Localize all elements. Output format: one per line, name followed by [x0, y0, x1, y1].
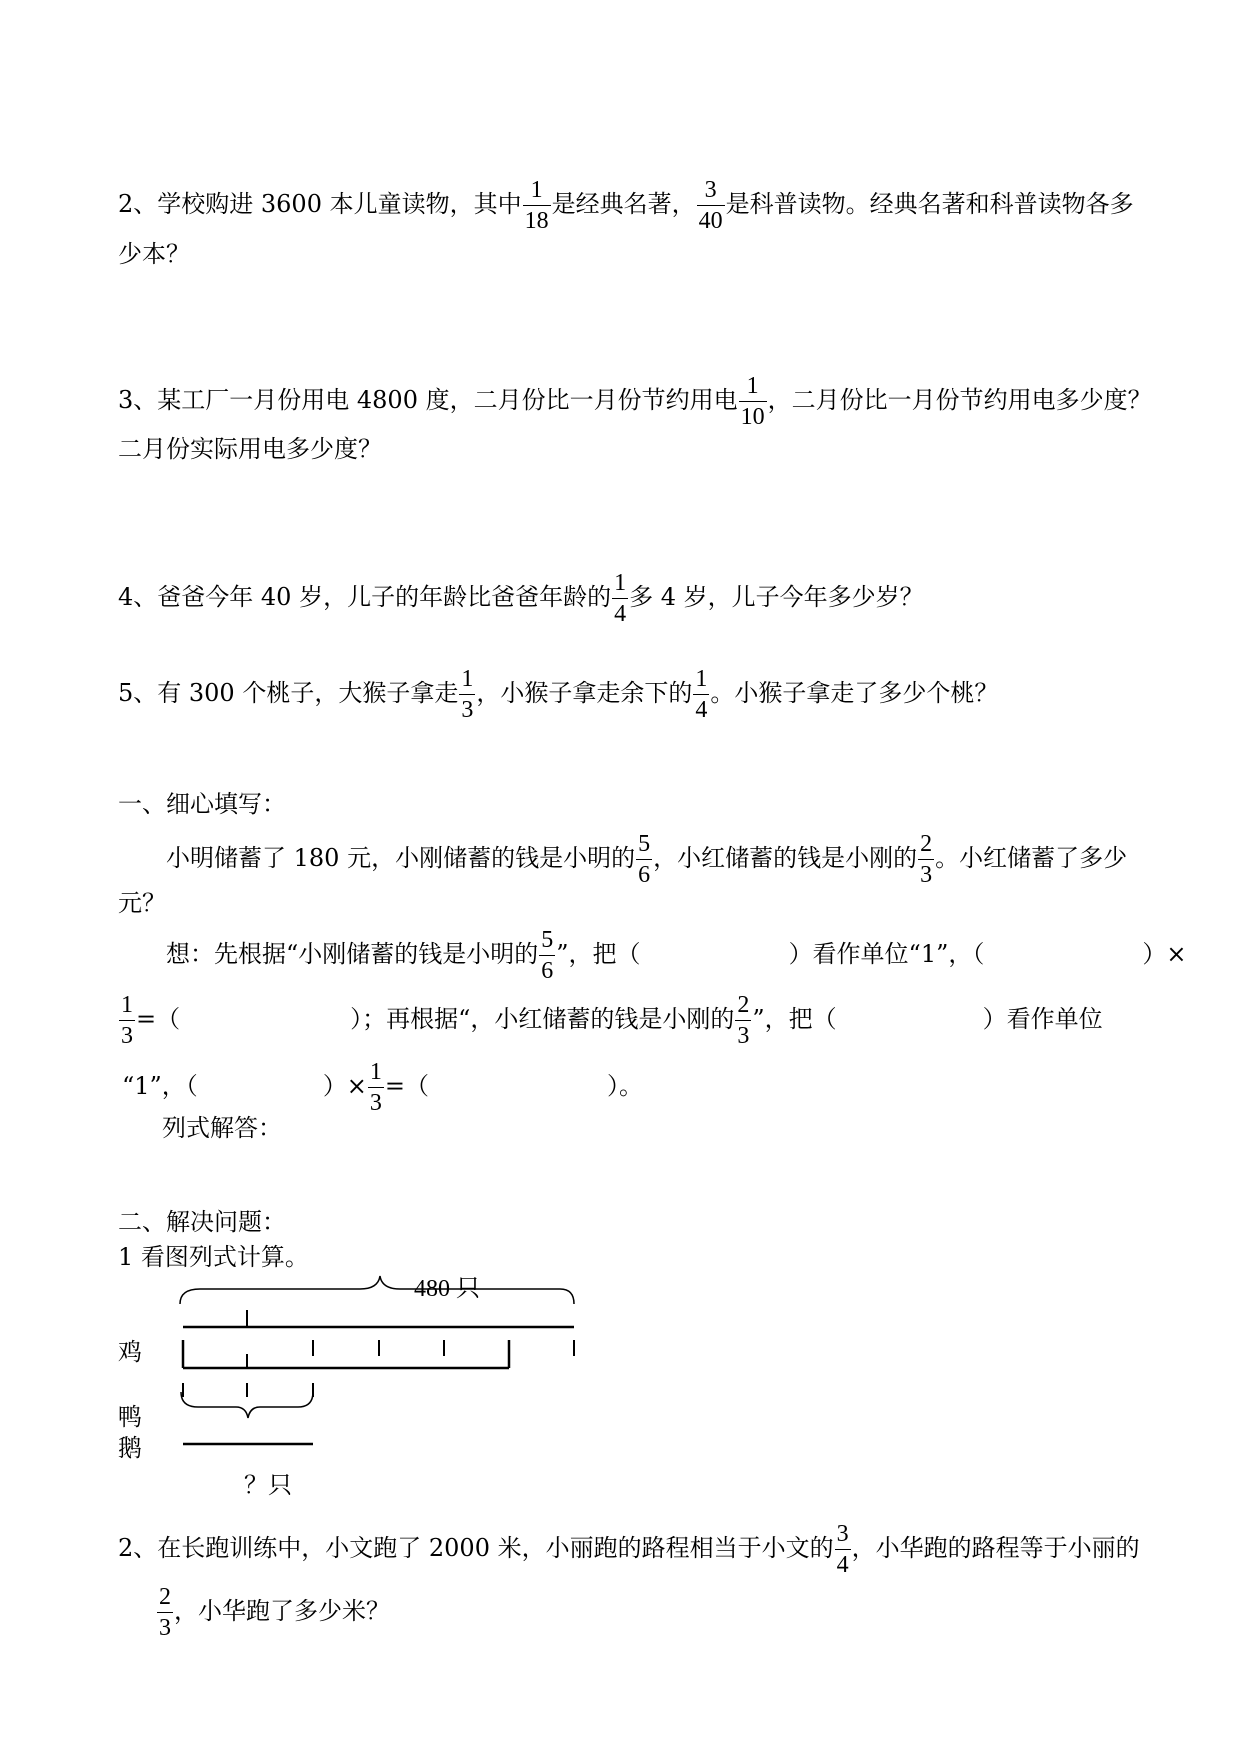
section1-problem-line2: 元？: [118, 889, 166, 917]
l5-fraction-1: $\frac{1}{3}$: [369, 1059, 382, 1116]
q2-fraction-1: $\frac{1}{18}$: [524, 177, 549, 234]
q5-fraction-2: $\frac{1}{4}$: [695, 666, 708, 723]
row-label-goose: 鹅: [118, 1434, 142, 1462]
section1-fraction-2: $\frac{2}{3}$: [920, 831, 933, 888]
section2-heading: 二、解决问题：: [118, 1208, 286, 1236]
think-fraction-1: $\frac{5}{6}$: [541, 927, 554, 984]
section2-sub1: 1 看图列式计算。: [118, 1243, 309, 1271]
q5-text-2: ，小猴子拿走余下的: [476, 679, 693, 707]
q2-fraction-2: $\frac{3}{40}$: [698, 177, 723, 234]
section1-heading: 一、细心填写：: [118, 790, 286, 818]
q2-text-1: 2、学校购进 3600 本儿童读物，其中: [118, 190, 522, 218]
section1-fraction-1: $\frac{5}{6}$: [638, 831, 651, 888]
q4-text-2: 多 4 岁，儿子今年多少岁？: [629, 583, 924, 611]
row-label-chicken: 鸡: [118, 1338, 142, 1366]
q2-text-2: 是经典名著，: [551, 190, 696, 218]
s2-q2-line1: [118, 1522, 1140, 1577]
section1-answer-label: 列式解答：: [162, 1114, 282, 1142]
s2-q2-fraction-2: $\frac{2}{3}$: [159, 1584, 171, 1641]
q2-line2: 少本？: [118, 240, 190, 268]
s2-q2-line2: [156, 1585, 390, 1640]
section1-text-3: 。小红储蓄了多少: [935, 844, 1128, 872]
s2-q2-text-3: ，小华跑了多少米？: [174, 1597, 390, 1625]
s2-q2-text-2: ，小华跑的路程等于小丽的: [851, 1534, 1140, 1562]
section1-text-1: 小明储蓄了 180 元，小刚储蓄的钱是小明的: [166, 844, 636, 872]
l4-text-4: ）看作单位: [982, 1005, 1103, 1033]
total-brace: [180, 1276, 574, 1304]
l4-text-3: ”，把（: [752, 1005, 837, 1033]
q3-text-2: ，二月份比一月份节约用电多少度？: [767, 386, 1152, 414]
l5-text-2: ）×: [322, 1072, 367, 1100]
l5-text-3: =（: [384, 1072, 430, 1100]
think-text-1: 想：先根据“小刚储蓄的钱是小明的: [166, 940, 539, 968]
l4-fraction-1: $\frac{1}{3}$: [121, 992, 133, 1049]
think-text-2: ”，把（: [556, 940, 641, 968]
l5-text-1: “1”，（: [122, 1072, 198, 1100]
q3-text-1: 3、某工厂一月份用电 4800 度，二月份比一月份节约用电: [118, 386, 738, 414]
q4-text-1: 4、爸爸今年 40 岁，儿子的年龄比爸爸年龄的: [118, 583, 612, 611]
s2-q2-fraction-1: $\frac{3}{4}$: [836, 1521, 849, 1578]
section1-text-2: ，小红储蓄的钱是小刚的: [653, 844, 918, 872]
l4-text-1: =（: [136, 1005, 181, 1033]
q5-fraction-1: $\frac{1}{3}$: [461, 666, 474, 723]
q4-fraction-1: $\frac{1}{4}$: [614, 570, 627, 627]
l5-text-4: ）。: [607, 1072, 644, 1100]
question-label: ？只: [244, 1471, 292, 1499]
think-text-4: ）×: [1142, 940, 1187, 968]
row-label-duck: 鸭: [118, 1403, 142, 1431]
total-label: 480 只: [414, 1276, 480, 1302]
l4-fraction-2: $\frac{2}{3}$: [737, 992, 750, 1049]
s2-q2-text-1: 2、在长跑训练中，小文跑了 2000 米，小丽跑的路程相当于小文的: [118, 1534, 834, 1562]
q5-text-1: 5、有 300 个桃子，大猴子拿走: [118, 679, 459, 707]
q5-text-3: 。小猴子拿走了多少个桃？: [710, 679, 999, 707]
think-text-3: ）看作单位“1”，（: [788, 940, 985, 968]
q2-text-3: 是科普读物。经典名著和科普读物各多: [725, 190, 1134, 218]
q3-line2: 二月份实际用电多少度？: [118, 435, 382, 463]
q3-fraction-1: $\frac{1}{10}$: [740, 373, 765, 430]
l4-text-2: ）；再根据“，小红储蓄的钱是小刚的: [350, 1005, 735, 1033]
